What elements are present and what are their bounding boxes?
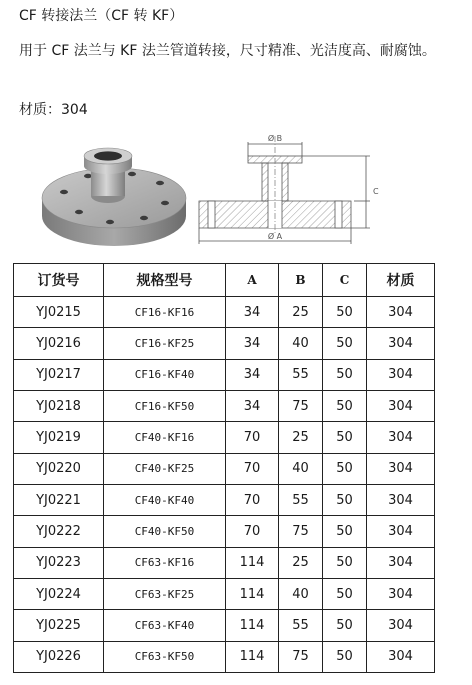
dim-c-label: C bbox=[373, 187, 379, 196]
material-cell: 304 bbox=[367, 547, 435, 578]
b-cell: 55 bbox=[279, 359, 323, 390]
table-row bbox=[14, 390, 435, 421]
order-no-cell: YJ0222 bbox=[14, 516, 104, 547]
material-cell: 304 bbox=[367, 610, 435, 641]
a-cell: 70 bbox=[226, 484, 279, 515]
b-cell: 40 bbox=[279, 328, 323, 359]
a-cell: 70 bbox=[226, 422, 279, 453]
c-cell: 50 bbox=[323, 516, 367, 547]
c-cell: 50 bbox=[323, 359, 367, 390]
b-cell: 25 bbox=[279, 547, 323, 578]
table-row bbox=[14, 453, 435, 484]
b-cell: 40 bbox=[279, 578, 323, 609]
table-row bbox=[14, 578, 435, 609]
dim-a-label: Ø A bbox=[267, 232, 283, 241]
a-cell: 114 bbox=[226, 641, 279, 672]
model-cell: CF40-KF25 bbox=[104, 453, 226, 484]
a-cell: 34 bbox=[226, 297, 279, 328]
b-cell: 25 bbox=[279, 297, 323, 328]
b-cell: 75 bbox=[279, 516, 323, 547]
model-cell: CF40-KF16 bbox=[104, 422, 226, 453]
c-cell: 50 bbox=[323, 641, 367, 672]
c-cell: 50 bbox=[323, 610, 367, 641]
material-cell: 304 bbox=[367, 578, 435, 609]
a-cell: 114 bbox=[226, 610, 279, 641]
table-header-row bbox=[14, 264, 435, 297]
header-model: 规格型号 bbox=[104, 264, 226, 297]
material-cell: 304 bbox=[367, 641, 435, 672]
order-no-cell: YJ0218 bbox=[14, 390, 104, 421]
dim-b-label: Ø B bbox=[267, 134, 283, 143]
c-cell: 50 bbox=[323, 297, 367, 328]
flange-technical-drawing bbox=[194, 130, 389, 252]
table-row bbox=[14, 641, 435, 672]
order-no-cell: YJ0220 bbox=[14, 453, 104, 484]
order-no-cell: YJ0224 bbox=[14, 578, 104, 609]
b-cell: 75 bbox=[279, 390, 323, 421]
product-title: CF 转接法兰（CF 转 KF） bbox=[19, 8, 184, 24]
table-row bbox=[14, 328, 435, 359]
table-row bbox=[14, 484, 435, 515]
model-cell: CF63-KF25 bbox=[104, 578, 226, 609]
table-row bbox=[14, 610, 435, 641]
header-order-no: 订货号 bbox=[14, 264, 104, 297]
order-no-cell: YJ0215 bbox=[14, 297, 104, 328]
material-cell: 304 bbox=[367, 453, 435, 484]
order-no-cell: YJ0226 bbox=[14, 641, 104, 672]
order-no-cell: YJ0221 bbox=[14, 484, 104, 515]
material-line: 材质：304 bbox=[19, 102, 88, 118]
model-cell: CF16-KF16 bbox=[104, 297, 226, 328]
material-cell: 304 bbox=[367, 422, 435, 453]
c-cell: 50 bbox=[323, 390, 367, 421]
model-cell: CF16-KF40 bbox=[104, 359, 226, 390]
c-cell: 50 bbox=[323, 578, 367, 609]
table-row bbox=[14, 516, 435, 547]
order-no-cell: YJ0223 bbox=[14, 547, 104, 578]
order-no-cell: YJ0217 bbox=[14, 359, 104, 390]
b-cell: 55 bbox=[279, 610, 323, 641]
table-row bbox=[14, 297, 435, 328]
material-cell: 304 bbox=[367, 484, 435, 515]
model-cell: CF40-KF40 bbox=[104, 484, 226, 515]
order-no-cell: YJ0225 bbox=[14, 610, 104, 641]
model-cell: CF63-KF16 bbox=[104, 547, 226, 578]
material-cell: 304 bbox=[367, 359, 435, 390]
material-cell: 304 bbox=[367, 328, 435, 359]
b-cell: 40 bbox=[279, 453, 323, 484]
a-cell: 114 bbox=[226, 547, 279, 578]
c-cell: 50 bbox=[323, 547, 367, 578]
header-b: B bbox=[279, 264, 323, 297]
b-cell: 75 bbox=[279, 641, 323, 672]
a-cell: 34 bbox=[226, 359, 279, 390]
material-cell: 304 bbox=[367, 297, 435, 328]
b-cell: 25 bbox=[279, 422, 323, 453]
order-no-cell: YJ0216 bbox=[14, 328, 104, 359]
header-a: A bbox=[226, 264, 279, 297]
model-cell: CF16-KF50 bbox=[104, 390, 226, 421]
table-row bbox=[14, 359, 435, 390]
table-row bbox=[14, 547, 435, 578]
c-cell: 50 bbox=[323, 422, 367, 453]
a-cell: 70 bbox=[226, 453, 279, 484]
order-no-cell: YJ0219 bbox=[14, 422, 104, 453]
flange-product-image bbox=[34, 140, 194, 255]
a-cell: 34 bbox=[226, 390, 279, 421]
spec-table bbox=[13, 263, 435, 673]
a-cell: 34 bbox=[226, 328, 279, 359]
a-cell: 70 bbox=[226, 516, 279, 547]
table-row bbox=[14, 422, 435, 453]
header-material: 材质 bbox=[367, 264, 435, 297]
material-cell: 304 bbox=[367, 390, 435, 421]
c-cell: 50 bbox=[323, 484, 367, 515]
header-c: C bbox=[323, 264, 367, 297]
material-cell: 304 bbox=[367, 516, 435, 547]
model-cell: CF40-KF50 bbox=[104, 516, 226, 547]
c-cell: 50 bbox=[323, 328, 367, 359]
c-cell: 50 bbox=[323, 453, 367, 484]
a-cell: 114 bbox=[226, 578, 279, 609]
model-cell: CF63-KF50 bbox=[104, 641, 226, 672]
model-cell: CF63-KF40 bbox=[104, 610, 226, 641]
product-description: 用于 CF 法兰与 KF 法兰管道转接，尺寸精准、光洁度高、耐腐蚀。 bbox=[19, 43, 436, 59]
b-cell: 55 bbox=[279, 484, 323, 515]
model-cell: CF16-KF25 bbox=[104, 328, 226, 359]
